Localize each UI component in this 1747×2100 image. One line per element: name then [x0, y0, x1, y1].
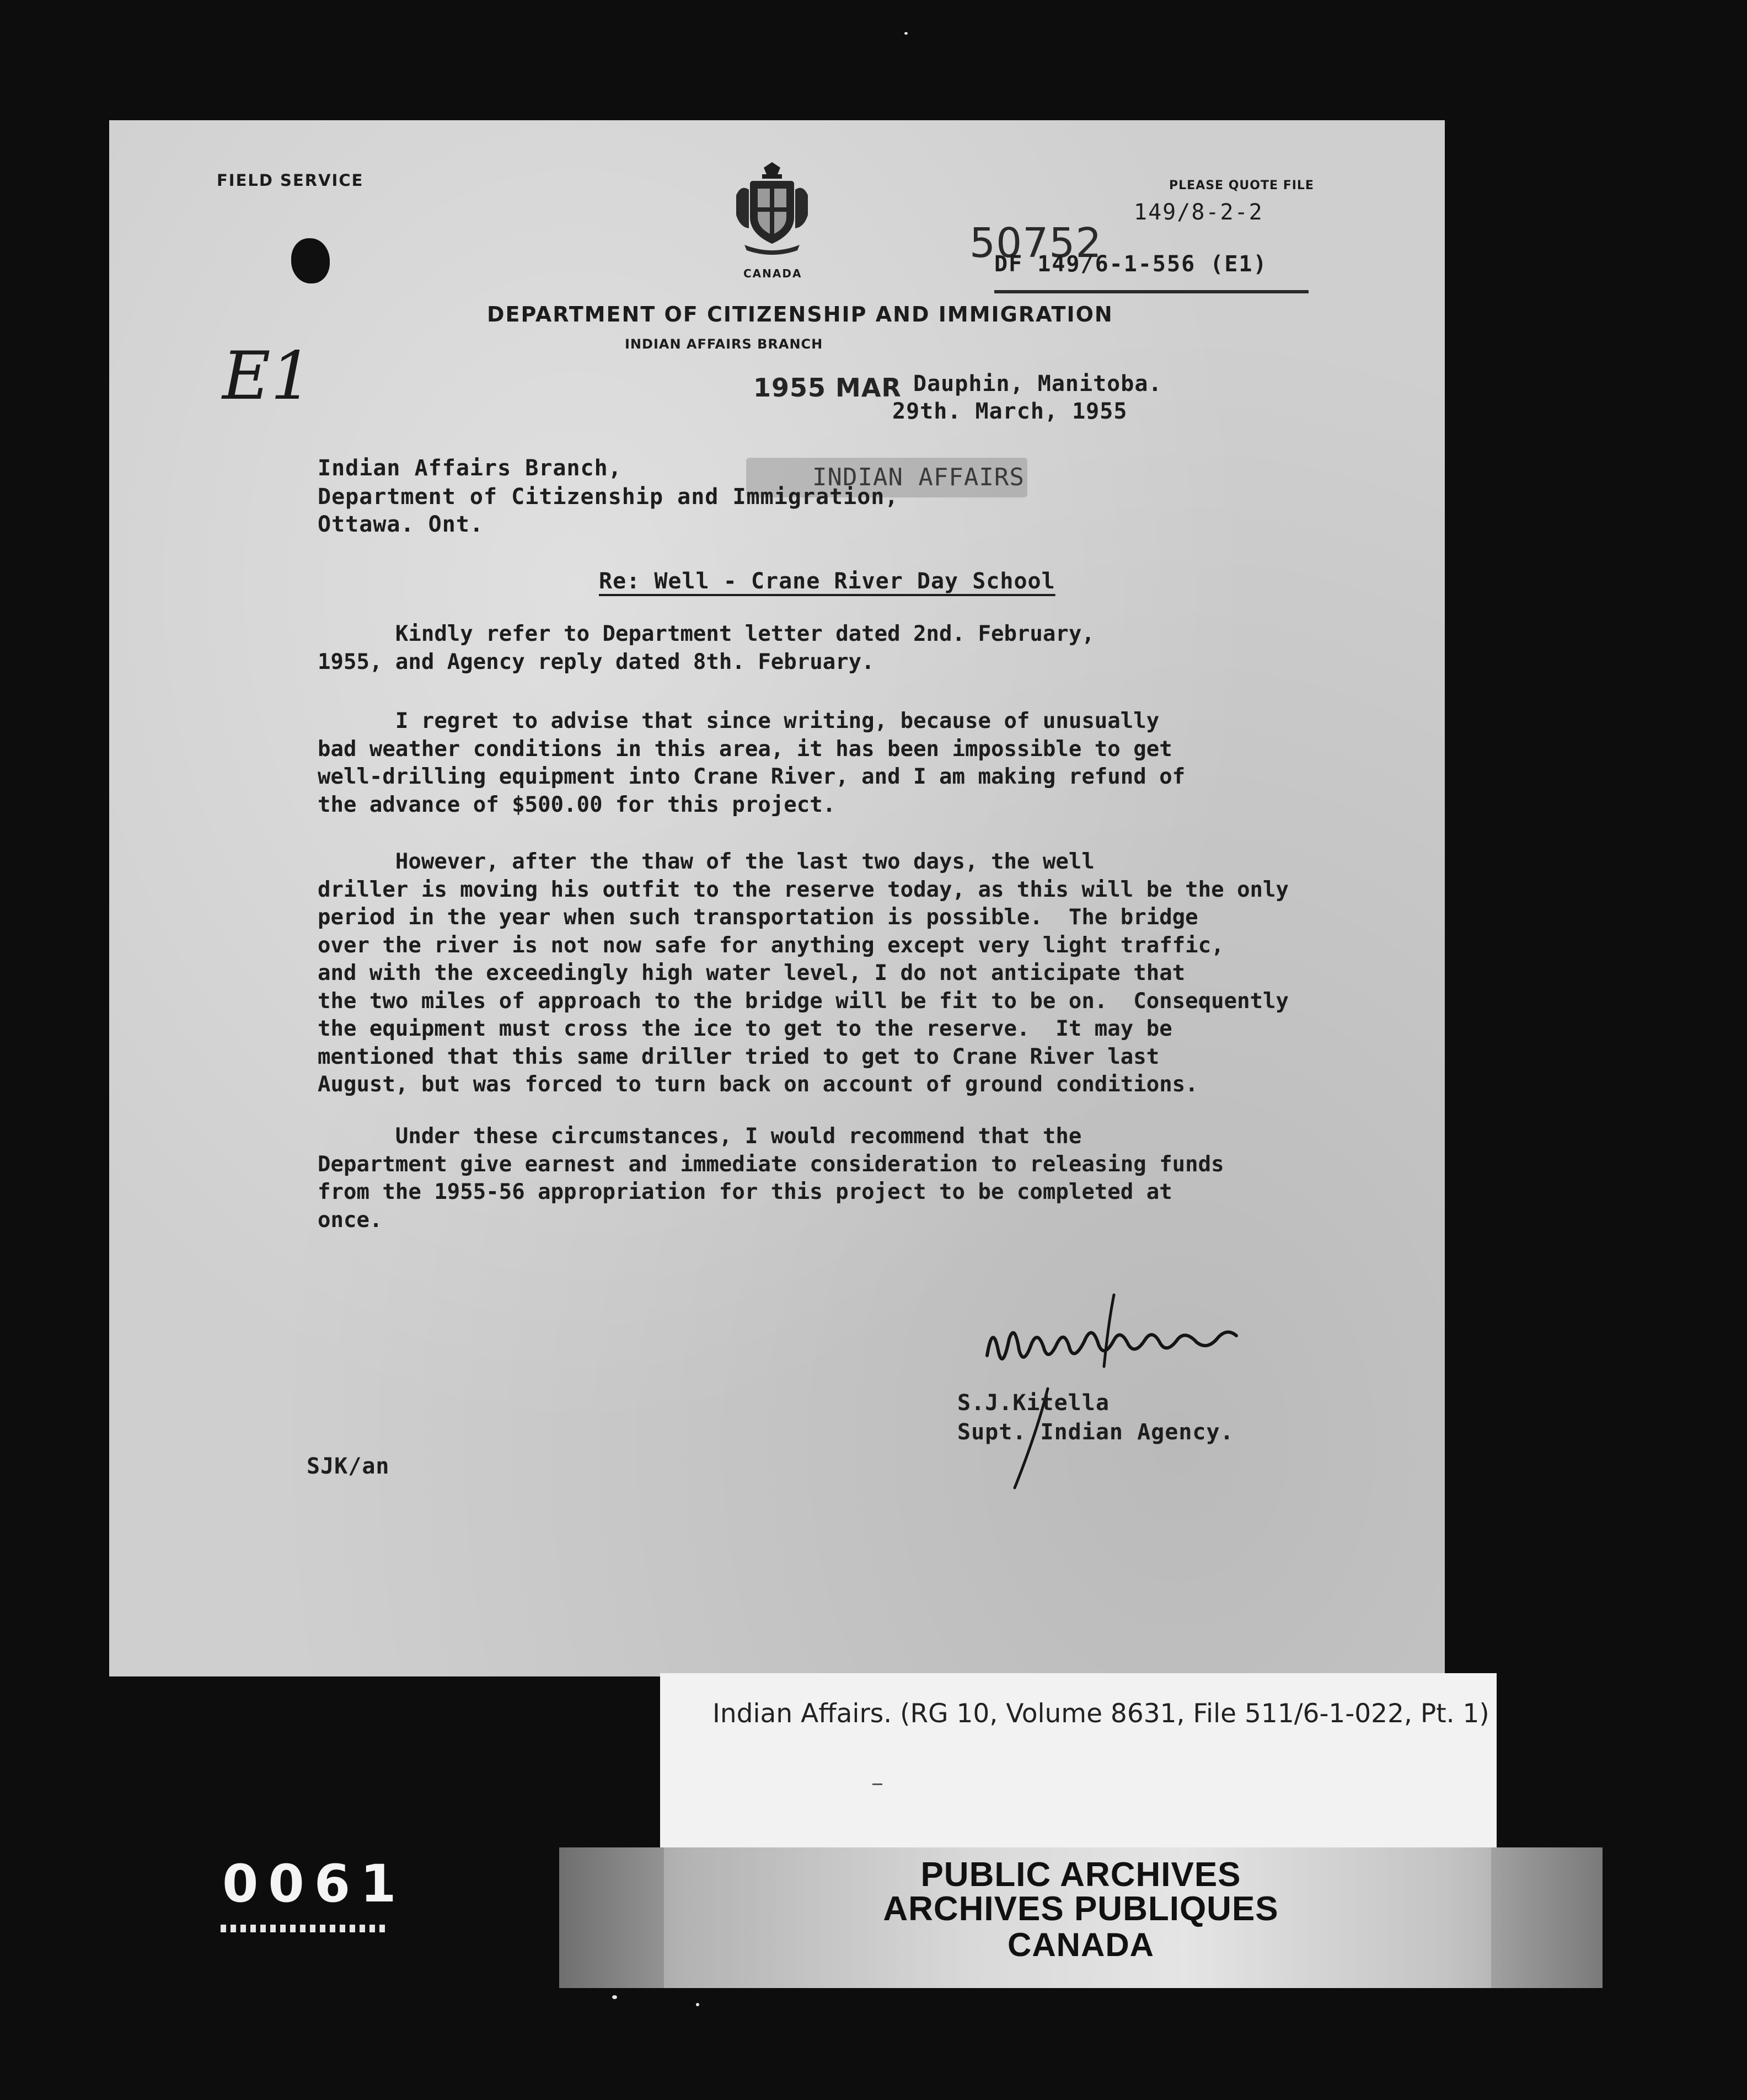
- body-paragraph-3: However, after the thaw of the last two days, the well driller is moving his outfit to the reserve today, as this will be the only period in the year when such transportation is possible. The bridge over the river is not now safe for anything except very light traffic, and with the exceedingly high water level, I do not anticipate that the two miles of approach to the bridge will be fit to be on. Consequently the equipment must cross the ice to get to the reserve. It may be mentioned that this same driller tried to get to Crane River last August, but was forced to turn back on account of ground conditions.: [318, 849, 1289, 1097]
- scan-speck: [612, 1995, 617, 1999]
- dateline-place: Dauphin, Manitoba.: [913, 371, 1162, 397]
- scan-speck: [696, 2003, 699, 2006]
- body-paragraph-1: Kindly refer to Department letter dated 2nd. February, 1955, and Agency reply dated 8th. February.: [318, 622, 1095, 674]
- recipient-line-1: Indian Affairs Branch,: [318, 456, 622, 481]
- handwritten-margin-mark: E1: [222, 338, 313, 415]
- body-paragraph-2: I regret to advise that since writing, because of unusually bad weather conditions in this area, it has been impossible to get well-drilling equipment into Crane River, and I am making refund of the advance of $500.00 for this project.: [318, 709, 1186, 817]
- file-reference-underline: [994, 290, 1309, 293]
- department-title: DEPARTMENT OF CITIZENSHIP AND IMMIGRATION: [487, 302, 1113, 326]
- subject-line: Re: Well - Crane River Day School: [599, 569, 1055, 594]
- frame-counter-ticks: [221, 1925, 386, 1932]
- body-paragraph-4: Under these circumstances, I would recommend that the Department give earnest and immediate consideration to releasing funds from the 1955-56 appropriation for this project to be completed at once.: [318, 1124, 1224, 1233]
- archive-reference-text: Indian Affairs. (RG 10, Volume 8631, File 511/6-1-022, Pt. 1): [712, 1699, 1489, 1729]
- punch-hole: [291, 238, 330, 283]
- archive-reference-label: [660, 1673, 1497, 1850]
- typist-initials: SJK/an: [307, 1454, 390, 1479]
- handwritten-file-number: 149/8-2-2: [1134, 200, 1263, 225]
- crest-caption: CANADA: [743, 267, 802, 280]
- stamped-document-number: 50752: [969, 219, 1102, 267]
- microfilm-frame-counter: [218, 1851, 405, 1913]
- dateline-date: 29th. March, 1955: [892, 399, 1128, 424]
- archives-line-english: PUBLIC ARCHIVES: [920, 1856, 1241, 1894]
- please-quote-file-label: PLEASE QUOTE FILE: [1169, 179, 1314, 192]
- archives-line-french: ARCHIVES PUBLIQUES: [883, 1890, 1279, 1928]
- received-stamp-text: INDIAN AFFAIRS: [812, 463, 1025, 491]
- recipient-line-3: Ottawa. Ont.: [318, 512, 484, 537]
- frame-number: 0061: [222, 1854, 406, 1914]
- signer-name: S.J.Kitella: [957, 1390, 1110, 1416]
- letter-page: [109, 120, 1445, 1676]
- label-dash: [872, 1783, 882, 1785]
- public-archives-strip: [559, 1847, 1603, 1988]
- typed-file-reference: DF 149/6-1-556 (E1): [994, 251, 1268, 277]
- canada-coat-of-arms-icon: [733, 162, 811, 256]
- archives-line-country: CANADA: [1008, 1926, 1154, 1963]
- signer-title: Supt. Indian Agency.: [957, 1419, 1234, 1445]
- branch-name: INDIAN AFFAIRS BRANCH: [625, 336, 823, 352]
- scan-speck: [904, 32, 908, 35]
- date-received-stamp: 1955 MAR: [753, 373, 902, 403]
- recipient-line-2: Department of Citizenship and Immigration,: [318, 484, 899, 510]
- field-service-label: FIELD SERVICE: [217, 171, 364, 190]
